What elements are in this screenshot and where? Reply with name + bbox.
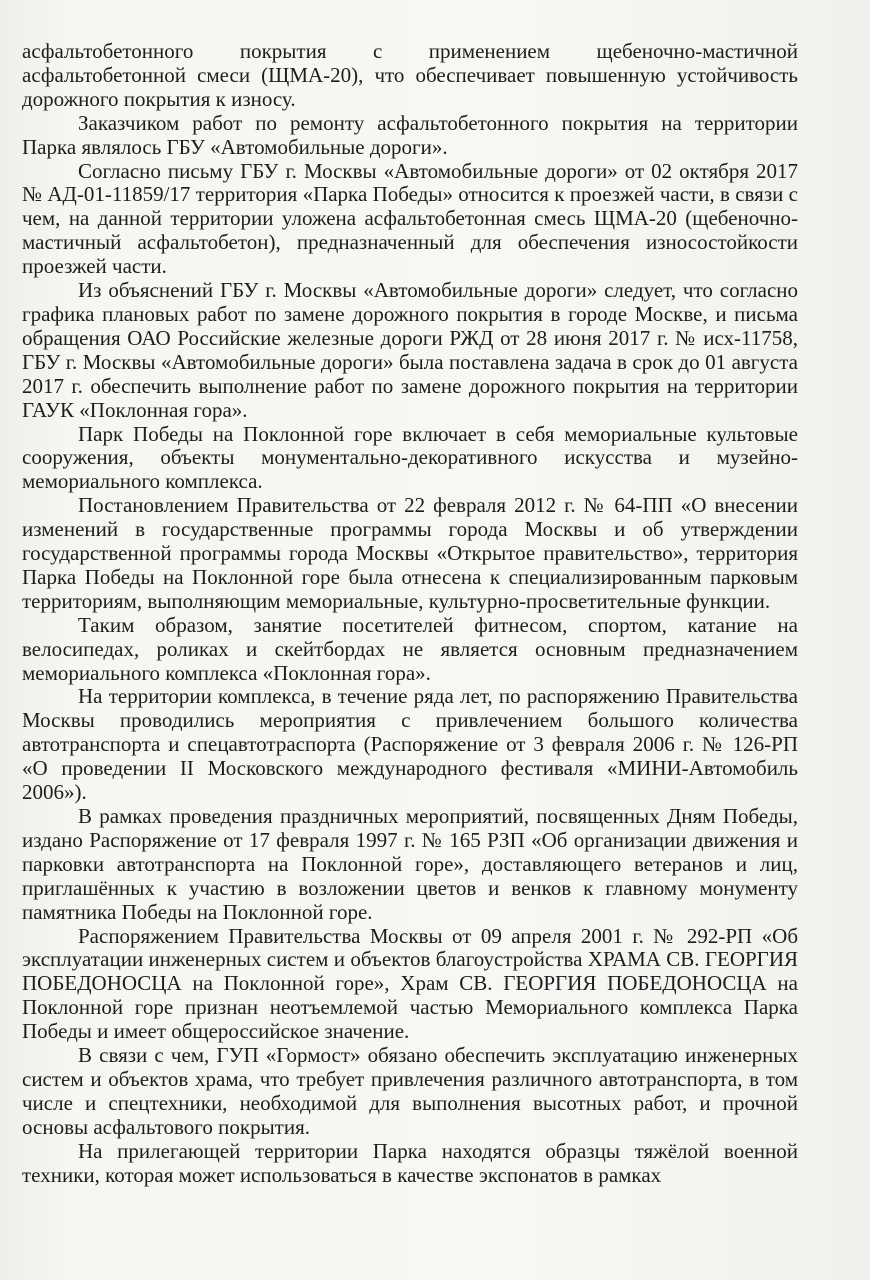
paragraph: Из объяснений ГБУ г. Москвы «Автомобильные дороги» следует, что согласно графика плановых работ по замене дорожного покрытия в городе Москве, и письма обращения ОАО Российские железные дороги РЖД от 28 июня 2017 г. № исх-11758, ГБУ г. Москвы «Автомобильные дороги» была поставлена задача в срок до 01 августа 2017 г. обеспечить выполнение работ по замене дорожного покрытия на территории ГАУК «Поклонная гора». xyxy=(22,278,798,422)
document-body xyxy=(22,40,798,1188)
paragraph: Заказчиком работ по ремонту асфальтобетонного покрытия на территории Парка являлось ГБУ «Автомобильные дороги». xyxy=(22,110,798,159)
paragraph: Таким образом, занятие посетителей фитнесом, спортом, катание на велосипедах, роликах и скейтбордах не является основным предназначением мемориального комплекса «Поклонная гора». xyxy=(22,612,798,685)
paragraph: Распоряжением Правительства Москвы от 09 апреля 2001 г. № 292-РП «Об эксплуатации инженерных систем и объектов благоустройства ХРАМА СВ. ГЕОРГИЯ ПОБЕДОНОСЦА на Поклонной горе», Храм СВ. ГЕОРГИЯ ПОБЕДОНОСЦА на Поклонной горе признан неотъемлемой частью Мемориального комплекса Парка Победы и имеет общероссийское значение. xyxy=(22,923,798,1044)
paragraph: Парк Победы на Поклонной горе включает в себя мемориальные культовые сооружения, объекты монументально-декоративного искусства и музейно-мемориального комплекса. xyxy=(22,421,798,494)
paragraph: На территории комплекса, в течение ряда лет, по распоряжению Правительства Москвы проводились мероприятия с привлечением большого количества автотранспорта и спецавтотраспорта (Распоряжение от 3 февраля 2006 г. № 126-РП «О проведении II Московского международного фестиваля «МИНИ-Автомобиль 2006»). xyxy=(22,684,798,805)
paragraph: асфальтобетонного покрытия с применением щебеночно-мастичной асфальтобетонной смеси (ЩМА-20), что обеспечивает повышенную устойчивость дорожного покрытия к износу. xyxy=(22,39,798,111)
paragraph: На прилегающей территории Парка находятся образцы тяжёлой военной техники, которая может использоваться в качестве экспонатов в рамках xyxy=(22,1138,798,1187)
paragraph: В рамках проведения праздничных мероприятий, посвященных Дням Победы, издано Распоряжение от 17 февраля 1997 г. № 165 РЗП «Об организации движения и парковки автотранспорта на Поклонной горе», доставляющего ветеранов и лиц, приглашённых к участию в возложении цветов и венков к главному монументу памятника Победы на Поклонной горе. xyxy=(22,804,798,924)
paragraph: В связи с чем, ГУП «Гормост» обязано обеспечить эксплуатацию инженерных систем и объектов храма, что требует привлечения различного автотранспорта, в том числе и спецтехники, необходимой для выполнения высотных работ, и прочной основы асфальтового покрытия. xyxy=(22,1043,798,1139)
paragraph: Согласно письму ГБУ г. Москвы «Автомобильные дороги» от 02 октября 2017 № АД-01-11859/17 территория «Парка Победы» относится к проезжей части, в связи с чем, на данной территории уложена асфальтобетонная смесь ЩМА-20 (щебеночно-мастичный асфальтобетон), предназначенный для обеспечения износостойкости проезжей части. xyxy=(22,158,798,279)
paragraph: Постановлением Правительства от 22 февраля 2012 г. № 64-ПП «О внесении изменений в государственные программы города Москвы и об утверждении государственной программы города Москвы «Открытое правительство», территория Парка Победы на Поклонной горе была отнесена к специализированным парковым территориям, выполняющим мемориальные, культурно-просветительные функции. xyxy=(22,493,798,613)
